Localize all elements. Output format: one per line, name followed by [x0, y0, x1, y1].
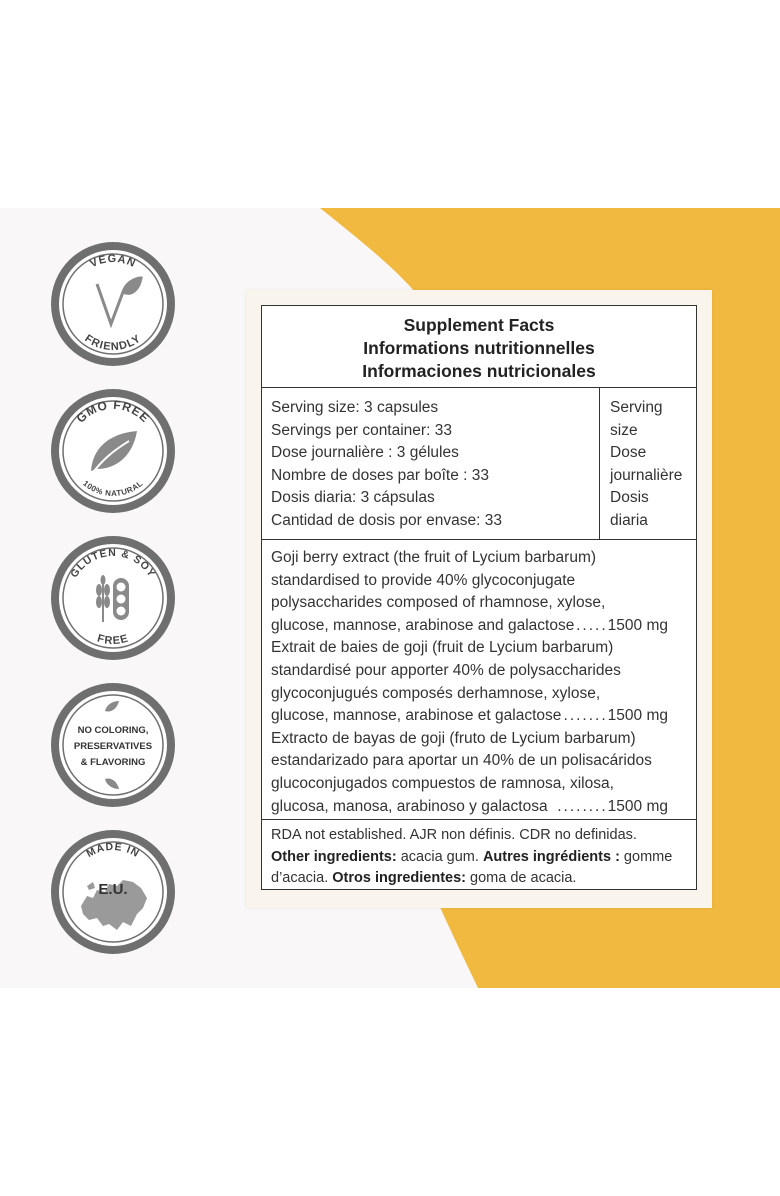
leader-dots: .......	[563, 707, 608, 725]
badge-line-2: PRESERVATIVES	[73, 741, 153, 752]
serving-line: Cantidad de dosis por envase: 33	[271, 511, 502, 529]
ingredient-line: glycoconjugués composés derhamnose, xylose,	[271, 684, 601, 702]
ingredient-line: standardised to provide 40% glycoconjugate	[271, 571, 576, 589]
leader-dots: .....	[576, 616, 608, 634]
serving-info	[262, 388, 600, 539]
amount-value: 1500 mg	[607, 707, 668, 725]
serving-header-word: Dose	[610, 444, 647, 462]
no-coloring-badge	[47, 679, 179, 811]
serving-header-word: journalière	[610, 466, 683, 484]
badge-top-text: VEGAN	[88, 252, 138, 271]
amount-value: 1500 mg	[607, 797, 668, 815]
badge-line-3: & FLAVORING	[80, 757, 146, 768]
badge-top-text: MADE IN	[84, 840, 142, 861]
badge-bottom-text: FRIENDLY	[82, 332, 144, 354]
ingredient-last-text: glucosa, manosa, arabinoso y galactosa	[271, 797, 548, 815]
other-en: acacia gum.	[396, 848, 483, 865]
serving-line: Serving size: 3 capsules	[271, 399, 439, 416]
amount-value: 1500 mg	[607, 616, 668, 634]
serving-line: Dosis diaria: 3 cápsulas	[271, 489, 435, 507]
facts-title-block	[262, 306, 696, 388]
serving-header-column	[600, 388, 696, 539]
serving-line: Dose journalière : 3 gélules	[271, 444, 459, 462]
title-fr: Informations nutritionnelles	[363, 338, 595, 358]
ingredient-last-text: glucose, mannose, arabinose et galactose	[271, 707, 562, 725]
ingredient-amount	[564, 705, 668, 728]
ingredient-amount-line	[271, 705, 696, 728]
rda-note: RDA not established. AJR non définis. CDR no definidas.	[271, 827, 637, 843]
vegan-friendly-badge	[47, 238, 179, 370]
badge-bottom-text: 100% NATURAL	[81, 478, 145, 499]
ingredient-line: Extracto de bayas de goji (fruto de Lycium barbarum)	[271, 729, 636, 747]
serving-header-word: size	[610, 421, 638, 439]
ingredient-line: standardisé pour apporter 40% de polysaccharides	[271, 661, 621, 679]
ingredient-line: Extrait de baies de goji (fruit de Lycium barbarum)	[271, 639, 614, 657]
supplement-facts-table	[261, 305, 697, 890]
badge-center-text: E.U.	[98, 881, 128, 898]
other-es: goma de acacia.	[466, 870, 577, 886]
ingredient-line: glucoconjugados compuestos de ramnosa, xilosa,	[271, 774, 614, 792]
other-ingredients	[271, 847, 696, 890]
ingredient-line: polysaccharides composed of rhamnose, xylose,	[271, 594, 606, 612]
serving-header-word: Serving	[610, 399, 663, 416]
footer-notes	[262, 820, 696, 890]
ingredient-amount-line	[271, 796, 696, 819]
badge-line-1: NO COLORING,	[77, 725, 149, 736]
ingredients-section	[262, 540, 696, 820]
badge-top-text: GLUTEN & SOY	[68, 546, 158, 580]
badge-top-text: GMO FREE	[73, 397, 153, 426]
ingredient-line: estandarizado para aportar un 40% de un polisacáridos	[271, 752, 652, 770]
leader-dots: ........	[557, 797, 608, 815]
other-fr: gomme d’acacia.	[271, 848, 673, 886]
serving-line: Nombre de doses par boîte : 33	[271, 466, 489, 484]
title-es: Informaciones nutricionales	[362, 361, 596, 381]
ingredient-line: Goji berry extract (the fruit of Lycium barbarum)	[271, 549, 597, 566]
serving-section	[262, 388, 696, 540]
gluten-soy-free-badge	[47, 532, 179, 664]
made-in-eu-badge	[47, 826, 179, 958]
ingredient-amount	[557, 796, 668, 819]
other-label-en: Other ingredients:	[271, 848, 397, 865]
title-en: Supplement Facts	[403, 315, 555, 335]
gmo-free-badge	[47, 385, 179, 517]
badge-bottom-text: FREE	[95, 632, 131, 648]
other-label-es: Otros ingredientes:	[332, 870, 467, 886]
ingredient-amount-line	[271, 615, 696, 638]
other-label-fr: Autres ingrédients :	[482, 848, 620, 865]
serving-header-word: Dosis	[610, 489, 649, 507]
serving-line: Servings per container: 33	[271, 421, 452, 439]
serving-header-word: diaria	[610, 511, 648, 529]
ingredient-last-text: glucose, mannose, arabinose and galactose	[271, 616, 575, 634]
ingredient-amount	[576, 615, 668, 638]
